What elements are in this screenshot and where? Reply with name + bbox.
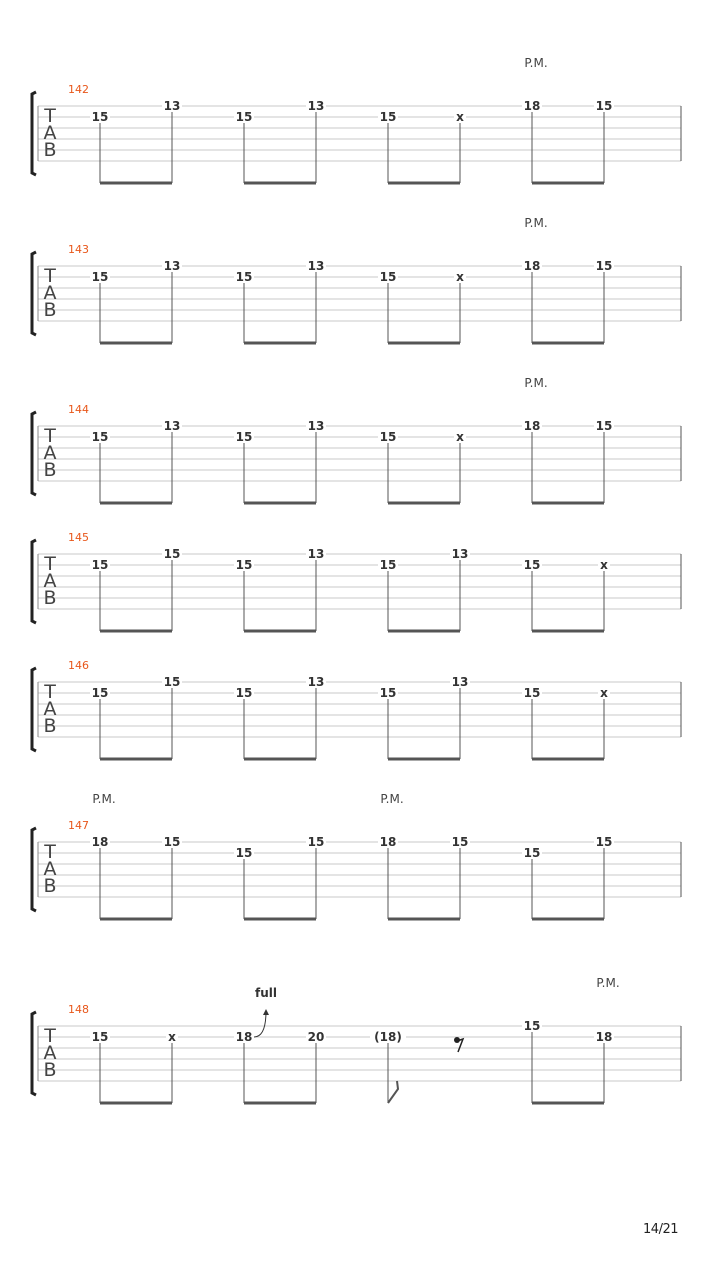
- page-number: 14/21: [643, 1222, 678, 1237]
- system-bracket: [32, 92, 36, 175]
- fret-number: 15: [91, 270, 109, 284]
- fret-number: 15: [523, 558, 541, 572]
- fret-number: 20: [307, 1030, 325, 1044]
- tab-clef-letter: B: [43, 139, 57, 161]
- eighth-flag: [388, 1081, 398, 1103]
- fret-number: 15: [91, 686, 109, 700]
- bend-label: full: [255, 986, 277, 1000]
- palm-mute-marker: P.M.: [92, 792, 116, 806]
- fret-number: 15: [595, 835, 613, 849]
- fret-number: x: [168, 1030, 176, 1044]
- fret-number: 15: [379, 558, 397, 572]
- fret-number: 15: [379, 270, 397, 284]
- fret-number: 13: [307, 259, 325, 273]
- fret-number: 18: [523, 419, 541, 433]
- fret-number: 15: [379, 430, 397, 444]
- tab-clef-letter: T: [44, 265, 56, 287]
- palm-mute-marker: P.M.: [524, 376, 548, 390]
- fret-number: 15: [523, 1019, 541, 1033]
- system-bracket: [32, 668, 36, 751]
- fret-number: x: [600, 686, 608, 700]
- fret-number: 13: [307, 675, 325, 689]
- tab-clef-letter: B: [43, 1059, 57, 1081]
- fret-number: 15: [379, 110, 397, 124]
- fret-number: x: [456, 110, 464, 124]
- fret-number: 15: [307, 835, 325, 849]
- tab-clef-letter: B: [43, 299, 57, 321]
- tab-clef-letter: A: [43, 570, 57, 592]
- fret-number: 13: [451, 675, 469, 689]
- fret-number: 15: [235, 558, 253, 572]
- palm-mute-marker: P.M.: [524, 56, 548, 70]
- palm-mute-marker: P.M.: [524, 216, 548, 230]
- fret-number: 15: [379, 686, 397, 700]
- measure-number: 143: [68, 243, 89, 256]
- fret-number: 15: [595, 419, 613, 433]
- fret-number: 15: [235, 110, 253, 124]
- fret-number: 13: [163, 419, 181, 433]
- tab-clef-letter: T: [44, 425, 56, 447]
- fret-number: 13: [163, 259, 181, 273]
- fret-number: x: [456, 430, 464, 444]
- fret-number: 15: [91, 1030, 109, 1044]
- measure-number: 145: [68, 531, 89, 544]
- fret-number: 18: [523, 259, 541, 273]
- system-bracket: [32, 412, 36, 495]
- tab-clef-letter: B: [43, 587, 57, 609]
- fret-number: 15: [91, 430, 109, 444]
- fret-number: 18: [523, 99, 541, 113]
- tab-clef-letter: T: [44, 105, 56, 127]
- fret-number: 15: [163, 547, 181, 561]
- fret-number: 15: [523, 846, 541, 860]
- palm-mute-marker: P.M.: [380, 792, 404, 806]
- fret-number: 15: [91, 110, 109, 124]
- fret-number: x: [600, 558, 608, 572]
- tab-clef-letter: T: [44, 841, 56, 863]
- tab-clef-letter: A: [43, 442, 57, 464]
- tab-clef-letter: A: [43, 1042, 57, 1064]
- bend-arrow: [263, 1009, 269, 1015]
- fret-number: 13: [163, 99, 181, 113]
- tab-clef-letter: A: [43, 122, 57, 144]
- fret-number: 15: [235, 846, 253, 860]
- fret-number: (18): [374, 1030, 402, 1044]
- fret-number: 13: [307, 419, 325, 433]
- fret-number: x: [456, 270, 464, 284]
- tab-clef-letter: A: [43, 282, 57, 304]
- tab-clef-letter: B: [43, 715, 57, 737]
- fret-number: 18: [91, 835, 109, 849]
- fret-number: 13: [307, 99, 325, 113]
- system-bracket: [32, 828, 36, 911]
- fret-number: 15: [235, 430, 253, 444]
- fret-number: 15: [523, 686, 541, 700]
- tab-clef-letter: T: [44, 553, 56, 575]
- fret-number: 15: [235, 686, 253, 700]
- system-bracket: [32, 252, 36, 335]
- tab-clef-letter: A: [43, 858, 57, 880]
- tab-clef-letter: T: [44, 681, 56, 703]
- measure-number: 148: [68, 1003, 89, 1016]
- measure-number: 146: [68, 659, 89, 672]
- fret-number: 15: [91, 558, 109, 572]
- fret-number: 15: [595, 259, 613, 273]
- fret-number: 15: [163, 675, 181, 689]
- fret-number: 18: [379, 835, 397, 849]
- fret-number: 18: [595, 1030, 613, 1044]
- fret-number: 18: [235, 1030, 253, 1044]
- fret-number: 15: [595, 99, 613, 113]
- measure-number: 144: [68, 403, 89, 416]
- measure-number: 142: [68, 83, 89, 96]
- tab-clef-letter: A: [43, 698, 57, 720]
- measure-number: 147: [68, 819, 89, 832]
- tab-clef-letter: B: [43, 875, 57, 897]
- fret-number: 15: [235, 270, 253, 284]
- system-bracket: [32, 1012, 36, 1095]
- fret-number: 13: [451, 547, 469, 561]
- palm-mute-marker: P.M.: [596, 976, 620, 990]
- eighth-rest: [457, 1039, 463, 1052]
- fret-number: 15: [163, 835, 181, 849]
- system-bracket: [32, 540, 36, 623]
- fret-number: 15: [451, 835, 469, 849]
- tab-clef-letter: B: [43, 459, 57, 481]
- tab-clef-letter: T: [44, 1025, 56, 1047]
- fret-number: 13: [307, 547, 325, 561]
